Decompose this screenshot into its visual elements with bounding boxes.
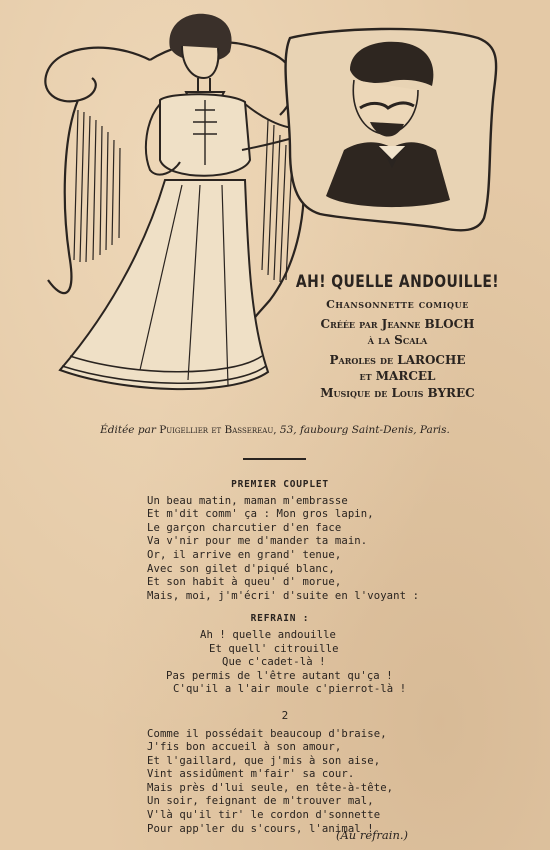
verse-line: Et l'gaillard, que j'mis à son aise,	[147, 754, 381, 767]
refrain-line: Pas permis de l'être autant qu'ça !	[166, 669, 393, 682]
lyricists-line2: et MARCEL	[359, 369, 436, 383]
section-divider	[243, 458, 306, 460]
refrain	[0, 629, 550, 697]
verse-line: Un soir, feignant de m'trouver mal,	[147, 795, 374, 808]
created-by: Créée par Jeanne BLOCH	[320, 317, 475, 331]
couplet1-heading: PREMIER COUPLET	[231, 479, 329, 490]
song-title-block	[270, 272, 525, 400]
verse-line: Un beau matin, maman m'embrasse	[147, 494, 348, 507]
publisher-names: Puigellier et Bassereau,	[159, 424, 277, 436]
lyricists-line1: Paroles de LAROCHE	[329, 353, 466, 367]
verse-line: Comme il possédait beaucoup d'braise,	[147, 727, 387, 740]
couplet1	[0, 495, 550, 604]
refrain-line: Que c'cadet-là !	[222, 656, 326, 669]
couplet2-number: 2	[281, 708, 289, 722]
song-title: AH! QUELLE ANDOUILLE!	[295, 272, 500, 292]
publisher-prefix: Éditée par	[100, 424, 156, 436]
verse-line: Or, il arrive en grand' tenue,	[147, 548, 342, 561]
refrain-heading: REFRAIN :	[250, 613, 310, 625]
verse-line: Et m'dit comm' ça : Mon gros lapin,	[147, 508, 374, 521]
publisher-line	[20, 424, 530, 436]
verse-line: Pour app'ler du s'cours, l'animal !	[147, 822, 374, 835]
song-genre: Chansonnette comique	[326, 298, 469, 311]
verse-line: Vint assidûment m'fair' sa cour.	[147, 768, 355, 781]
refrain-line: Ah ! quelle andouille	[200, 628, 337, 641]
refrain-line: C'qu'il a l'air moule c'pierrot-là !	[173, 683, 407, 696]
venue: à la Scala	[367, 333, 428, 347]
au-refrain-note: (Au refrain.)	[336, 828, 408, 842]
refrain-line: Et quell' citrouille	[209, 642, 339, 655]
verse-line: Et son habit à queu' d' morue,	[147, 576, 342, 589]
verse-line: Avec son gilet d'piqué blanc,	[147, 562, 335, 575]
music-credit: Musique de Louis BYREC	[320, 386, 475, 400]
verse-line: J'fis bon accueil à son amour,	[147, 741, 342, 754]
couplet2	[0, 728, 550, 837]
song-lyrics	[0, 478, 550, 836]
verse-line: Mais près d'lui seule, en tête-à-tête,	[147, 781, 394, 794]
mustached-man-portrait	[286, 29, 497, 230]
verse-line: V'là qu'il tir' le cordon d'sonnette	[147, 809, 381, 822]
publisher-address: 53, faubourg Saint-Denis, Paris.	[279, 424, 450, 436]
verse-line: Le garçon charcutier d'en face	[147, 521, 342, 534]
verse-line: Va v'nir pour me d'mander ta main.	[147, 535, 368, 548]
verse-line: Mais, moi, j'm'écri' d'suite en l'voyant :	[147, 589, 420, 602]
